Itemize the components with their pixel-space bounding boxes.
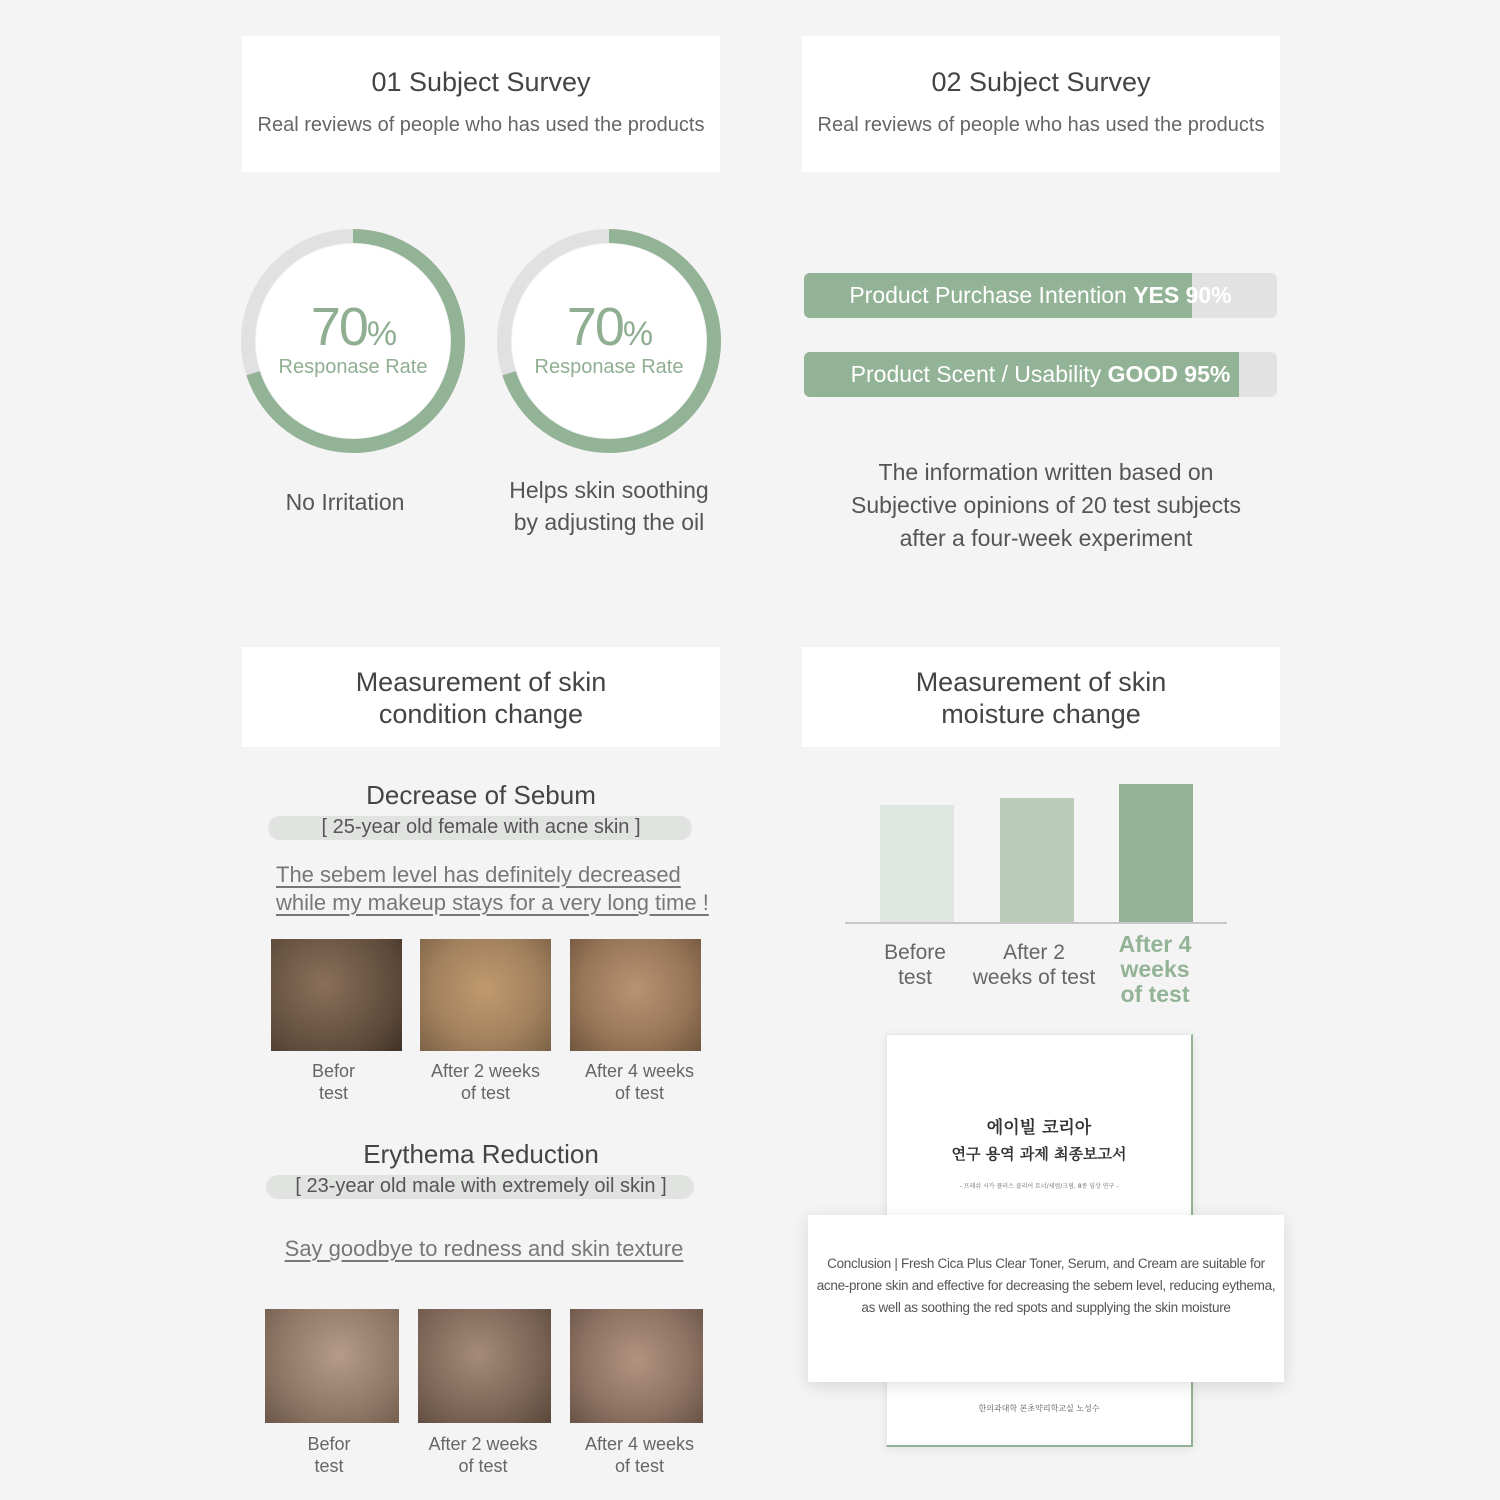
erythema-subject: [ 23-year old male with extremely oil skin ]: [295, 1175, 667, 1197]
conclusion-box: [808, 1215, 1284, 1382]
report-line-1: 에이빌 코리아: [986, 1118, 1092, 1138]
condition-title: Measurement of skin condition change: [355, 667, 607, 729]
sebum-photo-4-weeks: [570, 939, 701, 1051]
survey-2-title: 02 Subject Survey: [931, 67, 1151, 97]
erythema-photo-before-label: Befor test: [307, 1434, 351, 1476]
moisture-title: Measurement of skin moisture change: [915, 667, 1167, 729]
erythema-photo-2-weeks: [418, 1309, 551, 1423]
purchase-intention-bar: [804, 273, 1277, 318]
erythema-photo-before: [265, 1309, 399, 1423]
moisture-label-before: Before test: [884, 941, 946, 989]
ring-1-caption: No Irritation: [285, 489, 405, 515]
moisture-bar-before: [880, 805, 954, 922]
ring-1-value: 70%: [310, 297, 396, 357]
ring-1-label: Responase Rate: [278, 356, 428, 378]
sebum-title: Decrease of Sebum: [366, 780, 596, 810]
scent-usability-label: Product Scent / Usability GOOD 95%: [850, 361, 1231, 387]
sebum-photo-4-weeks-label: After 4 weeks of test: [584, 1061, 695, 1103]
sebum-photo-before-label: Befor test: [311, 1061, 356, 1103]
survey-card-2: [802, 36, 1280, 172]
moisture-chart: [845, 790, 1227, 1015]
survey-1-title: 01 Subject Survey: [371, 67, 591, 97]
sebum-photo-before: [271, 939, 402, 1051]
survey-card-1: [242, 36, 720, 172]
moisture-bar-4-weeks: [1119, 784, 1193, 922]
report-line-3: - 프레쉬 시카 플러스 클리어 토너/세럼/크림, 8종 임상 연구 -: [959, 1183, 1119, 1190]
moisture-chart-baseline: [845, 922, 1227, 924]
sebum-quote: The sebem level has definitely decreased while my makeup stays for a very long time !: [276, 862, 709, 915]
scent-usability-bar: [804, 352, 1277, 397]
erythema-title: Erythema Reduction: [363, 1139, 599, 1169]
survey-note: The information written based on Subjective opinions of 20 test subjects after a four-week experiment: [851, 459, 1241, 551]
erythema-photo-4-weeks-label: After 4 weeks of test: [584, 1434, 695, 1476]
moisture-label-4-weeks: After 4 weeks of test: [1118, 931, 1192, 1007]
erythema-photo-4-weeks: [570, 1309, 703, 1423]
survey-2-subtitle: Real reviews of people who has used the products: [817, 114, 1265, 136]
moisture-bar-2-weeks: [1000, 798, 1074, 922]
moisture-card: [802, 647, 1280, 747]
purchase-intention-label: Product Purchase Intention YES 90%: [849, 282, 1232, 308]
condition-card: [242, 647, 720, 747]
conclusion-text: Conclusion | Fresh Cica Plus Clear Toner, Serum, and Cream are suitable for acne-prone skin and effective for decreasing the sebem level, reducing eythema, as well as soothing the red spots and supplying the skin moisture: [816, 1256, 1276, 1315]
moisture-label-2-weeks: After 2 weeks of test: [972, 941, 1096, 989]
ring-chart-2: [496, 228, 722, 454]
ring-2-label: Responase Rate: [534, 356, 684, 378]
sebum-photo-2-weeks: [420, 939, 551, 1051]
ring-2-value: 70%: [566, 297, 652, 357]
erythema-quote: Say goodbye to redness and skin texture: [284, 1236, 684, 1261]
report-footer: 한의과대학 본초약리학교실 노성수: [978, 1404, 1100, 1413]
report-line-2: 연구 용역 과제 최종보고서: [951, 1145, 1127, 1163]
survey-1-subtitle: Real reviews of people who has used the products: [257, 114, 705, 136]
sebum-photo-2-weeks-label: After 2 weeks of test: [430, 1061, 541, 1103]
ring-chart-1: [240, 228, 466, 454]
erythema-photo-2-weeks-label: After 2 weeks of test: [428, 1434, 538, 1476]
ring-2-caption: Helps skin soothing by adjusting the oil: [509, 477, 709, 535]
sebum-subject: [ 25-year old female with acne skin ]: [321, 816, 641, 838]
